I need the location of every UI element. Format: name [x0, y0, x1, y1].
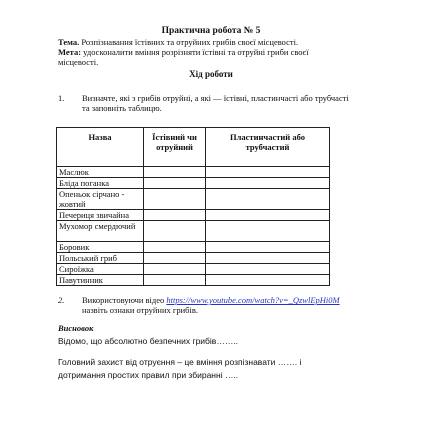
structure-cell[interactable] — [206, 178, 330, 189]
header-name: Назва — [57, 128, 144, 167]
table-row — [57, 264, 330, 275]
structure-cell[interactable] — [206, 253, 330, 264]
goal-label: Мета: — [58, 47, 82, 57]
table-row — [57, 178, 330, 189]
mushroom-name: Мухомор смердючий — [57, 221, 144, 242]
video-link[interactable]: https://www.youtube.com/watch?v=_QzwlEpHi0M — [166, 295, 340, 305]
edibility-cell[interactable] — [144, 253, 206, 264]
structure-cell[interactable] — [206, 189, 330, 210]
structure-cell[interactable] — [206, 275, 330, 286]
mushroom-name: Печериця звичайна — [57, 210, 144, 221]
mushroom-table — [56, 127, 330, 286]
structure-cell[interactable] — [206, 242, 330, 253]
mushroom-name: Сироїжка — [57, 264, 144, 275]
structure-cell[interactable] — [206, 167, 330, 178]
edibility-cell[interactable] — [144, 167, 206, 178]
task-2-prefix: Використовуючи відео — [82, 295, 165, 305]
mushroom-name: Опеньок сірчано - жовтий — [57, 189, 144, 210]
edibility-cell[interactable] — [144, 178, 206, 189]
table-row — [57, 253, 330, 264]
conclusion-line-1: Відомо, що абсолютно безпечних грибів…….. — [58, 336, 239, 346]
task-1-text-line1: Визначте, які з грибів отруйні, а які — їстівні, пластинчасті або трубчасті — [82, 93, 349, 103]
header-structure: Пластинчастий або трубчастий — [206, 128, 330, 167]
table-row — [57, 210, 330, 221]
goal-text: удосконалити вміння розрізняти їстівні та отруйні гриби своєї — [83, 47, 309, 57]
goal-line — [58, 47, 388, 57]
conclusion-line-2: Головний захист від отруєння – це вміння розпізнавати ……. і — [58, 357, 302, 367]
structure-cell[interactable] — [206, 221, 330, 242]
task-1-number: 1. — [58, 93, 65, 103]
table-row — [57, 167, 330, 178]
topic-line — [58, 37, 388, 47]
header-edibility: Їстівний чи отруйний — [144, 128, 206, 167]
structure-cell[interactable] — [206, 264, 330, 275]
edibility-cell[interactable] — [144, 242, 206, 253]
task-1 — [58, 93, 388, 115]
mushroom-name: Павутинник — [57, 275, 144, 286]
table-header-row — [57, 128, 330, 167]
edibility-cell[interactable] — [144, 275, 206, 286]
table-row — [57, 189, 330, 210]
page-title: Практична робота № 5 — [161, 26, 261, 36]
edibility-cell[interactable] — [144, 189, 206, 210]
structure-cell[interactable] — [206, 210, 330, 221]
task-2 — [58, 295, 388, 317]
topic-label: Тема. — [58, 37, 80, 47]
mushroom-name: Маслюк — [57, 167, 144, 178]
table-row — [57, 242, 330, 253]
table-row — [57, 221, 330, 242]
progress-heading: Хід роботи — [189, 69, 233, 79]
topic-text: Розпізнавання їстівних та отруйних грибів своєї місцевості. — [81, 37, 299, 47]
task-2-text-line1 — [82, 295, 382, 305]
edibility-cell[interactable] — [144, 221, 206, 242]
edibility-cell[interactable] — [144, 264, 206, 275]
mushroom-name: Польський гриб — [57, 253, 144, 264]
conclusion-heading: Висновок — [58, 323, 94, 333]
task-1-text-line2: та заповніть таблицю. — [82, 103, 162, 113]
task-2-text-line2: назвіть ознаки отруйних грибів. — [82, 305, 198, 315]
mushroom-name: Бліда поганка — [57, 178, 144, 189]
edibility-cell[interactable] — [144, 210, 206, 221]
goal-line-2: місцевості. — [58, 57, 99, 67]
conclusion-line-3: дотримання простих правил при збиранні ….. — [58, 370, 239, 380]
task-2-number: 2. — [58, 295, 65, 305]
table-row — [57, 275, 330, 286]
mushroom-name: Боровик — [57, 242, 144, 253]
